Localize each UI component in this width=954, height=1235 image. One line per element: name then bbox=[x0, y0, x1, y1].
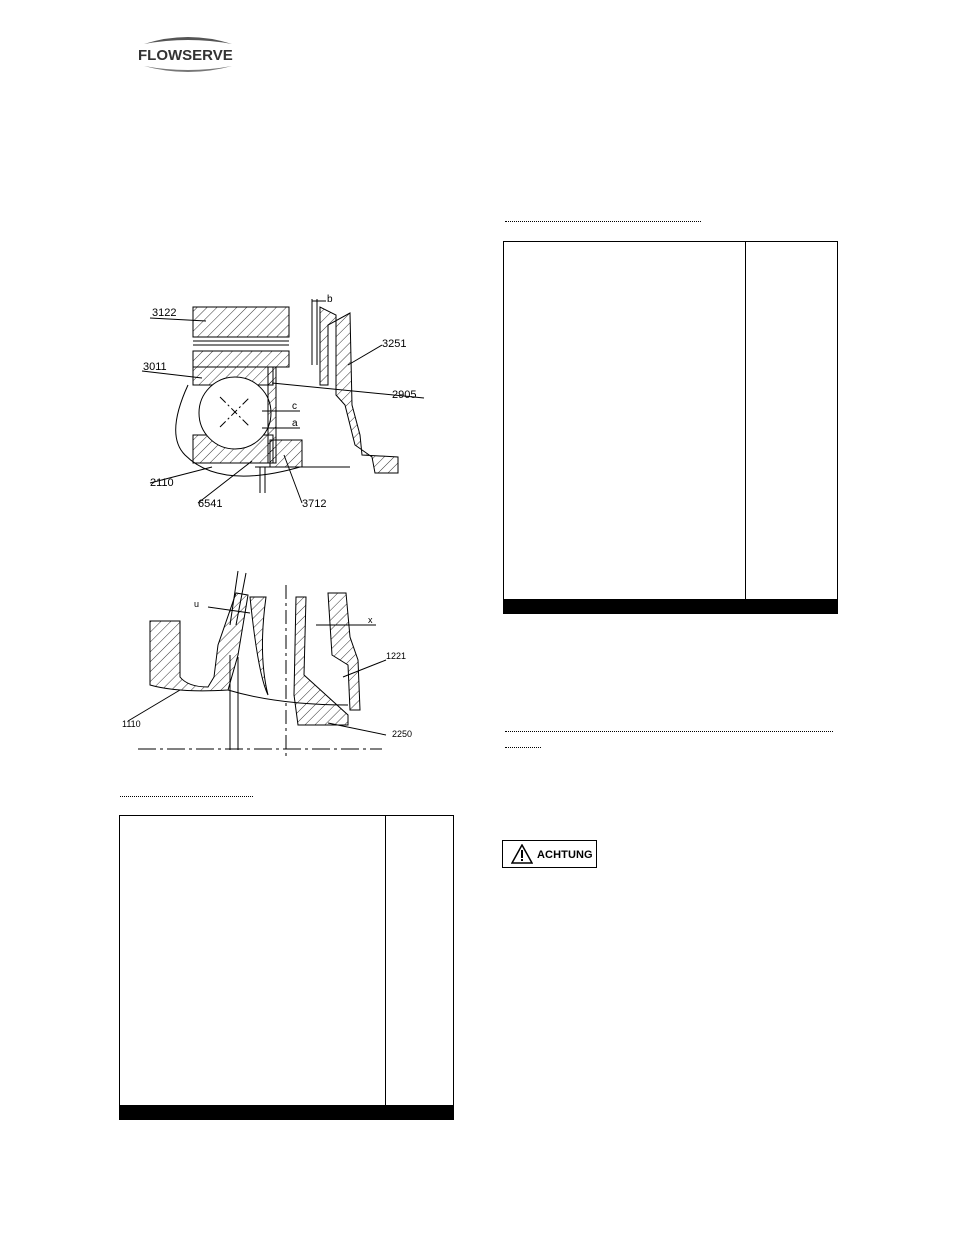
table-cell bbox=[120, 1119, 208, 1120]
dotted-rule-right-table bbox=[505, 220, 701, 222]
logo-text: FLOWSERVE bbox=[138, 47, 233, 64]
table-cell bbox=[504, 613, 625, 614]
label-3011: 3011 bbox=[143, 361, 167, 373]
flowserve-logo bbox=[136, 34, 240, 78]
dotted-rule-paragraph-short bbox=[505, 746, 541, 748]
table-header-cell bbox=[386, 816, 454, 1106]
table-header-cell bbox=[746, 242, 838, 600]
label-3251: 3251 bbox=[382, 338, 407, 350]
warning-label: ACHTUNG bbox=[537, 849, 593, 861]
table-cell bbox=[625, 613, 746, 614]
table-cell bbox=[208, 1119, 297, 1120]
dotted-rule-left-table bbox=[120, 795, 253, 797]
label-3712: 3712 bbox=[302, 498, 327, 510]
dimension-u: u bbox=[194, 599, 200, 609]
dimension-a: a bbox=[292, 418, 298, 429]
label-3122: 3122 bbox=[152, 307, 177, 319]
left-data-table bbox=[119, 815, 454, 1120]
label-2905: 2905 bbox=[392, 389, 417, 401]
impeller-section-drawing bbox=[118, 565, 418, 765]
achtung-warning-box bbox=[502, 840, 597, 868]
table-header-cell bbox=[504, 242, 746, 600]
label-1221: 1221 bbox=[386, 651, 407, 661]
dotted-rule-paragraph bbox=[505, 730, 833, 732]
dimension-x: x bbox=[368, 615, 373, 625]
label-2250: 2250 bbox=[392, 729, 413, 739]
table-cell bbox=[386, 1119, 454, 1120]
right-data-table bbox=[503, 241, 838, 614]
warning-triangle-icon bbox=[511, 844, 533, 864]
label-1110: 1110 bbox=[122, 719, 141, 729]
bearing-assembly-drawing bbox=[140, 285, 440, 515]
label-2110: 2110 bbox=[150, 477, 174, 489]
dimension-c: c bbox=[292, 401, 297, 412]
table-header-cell bbox=[120, 816, 386, 1106]
table-cell bbox=[746, 613, 838, 614]
table-cell bbox=[297, 1119, 386, 1120]
dimension-b: b bbox=[327, 294, 333, 305]
label-6541: 6541 bbox=[198, 498, 223, 510]
